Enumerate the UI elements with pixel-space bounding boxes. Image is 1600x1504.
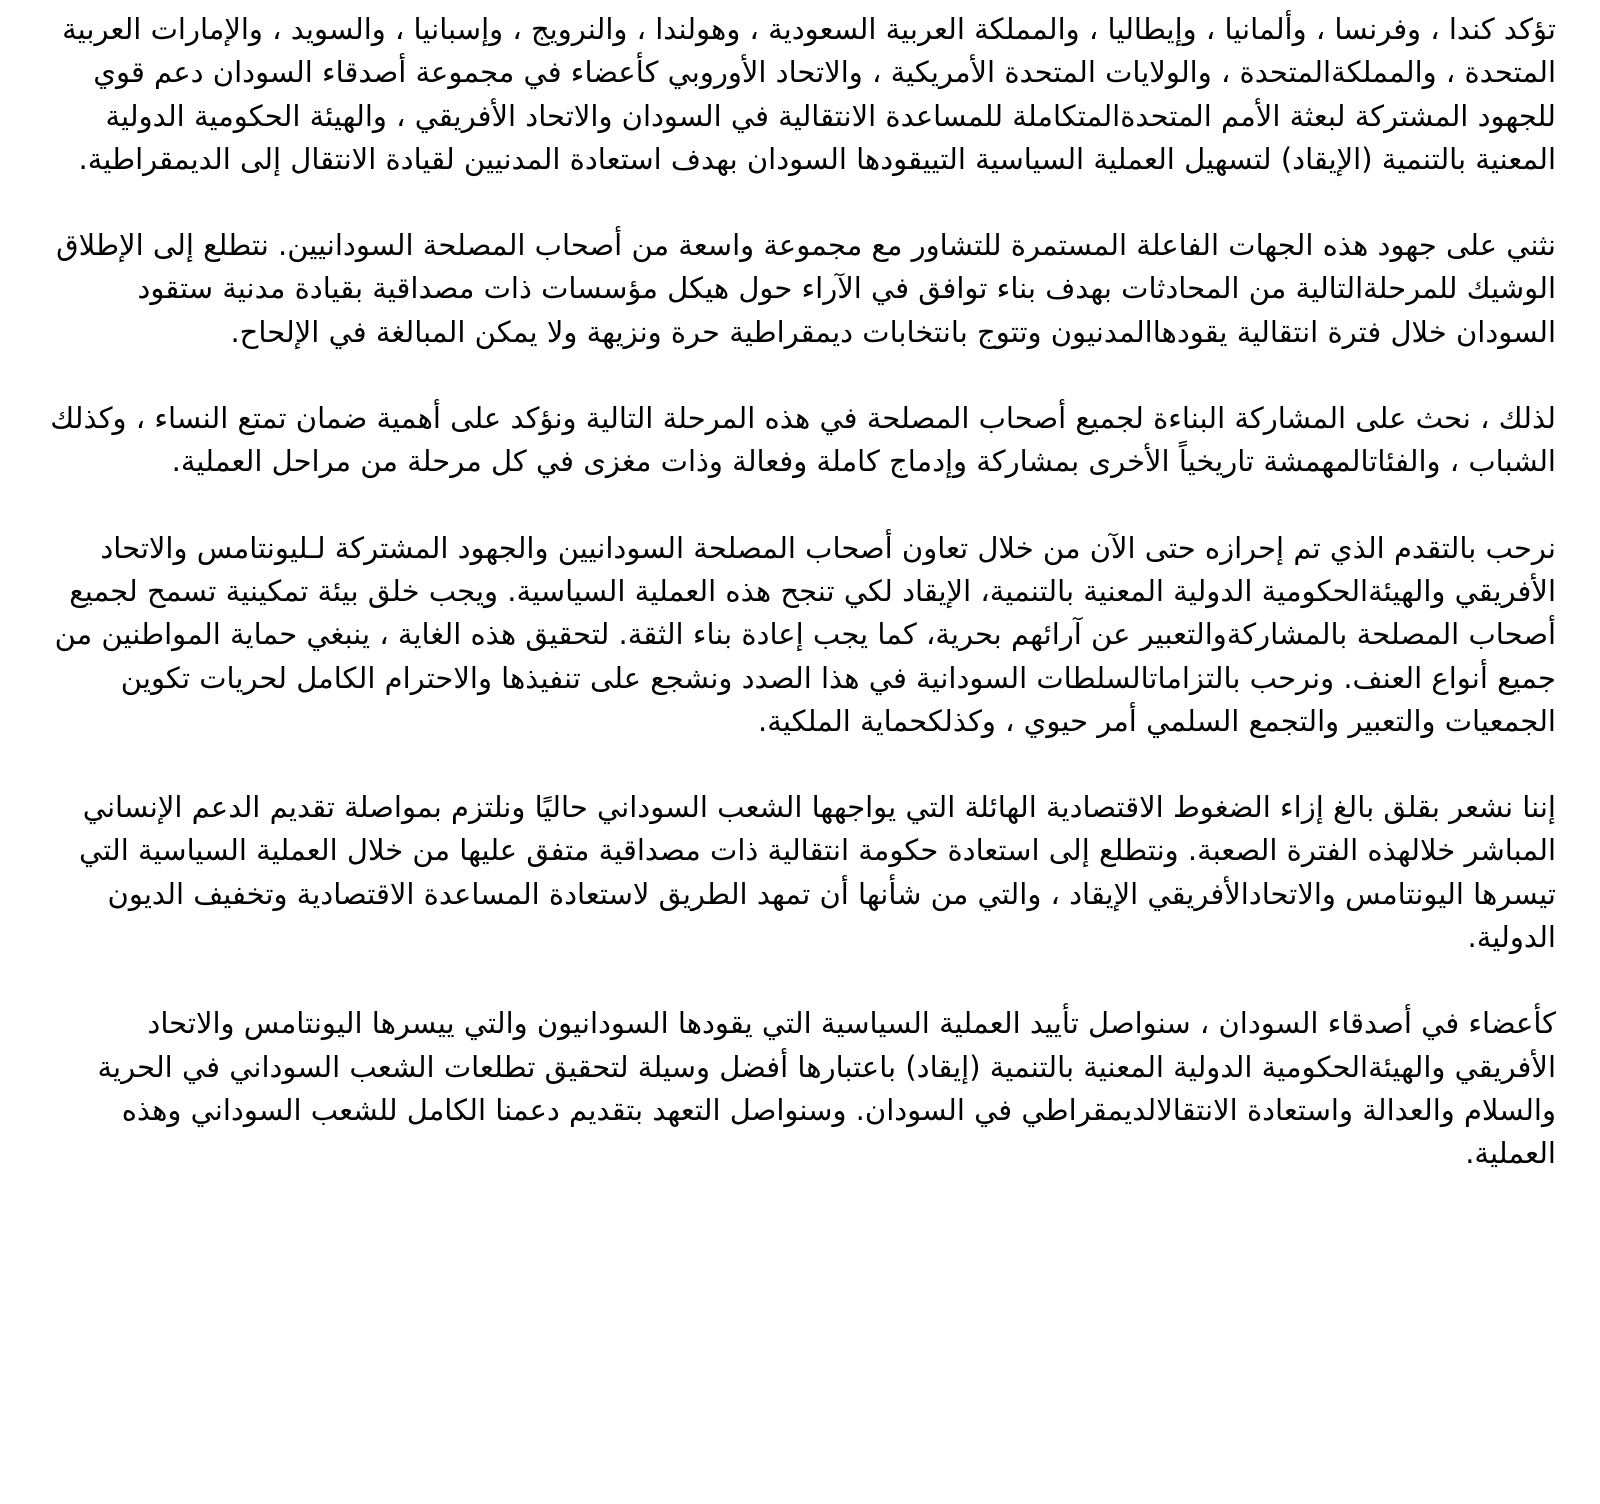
paragraph-1: تؤكد كندا ، وفرنسا ، وألمانيا ، وإيطاليا ، والمملكة العربية السعودية ، وهولندا ، والنرويج ، وإسبانيا ، والسويد ، والإمارات العربية المتحدة ، والمملكةالمتحدة ، والولايات المتحدة الأمريكية ، والاتحاد الأوروبي كأعضاء في مجموعة أصدقاء السودان دعم قوي للجهود المشتركة لبعثة الأمم المتحدةالمتكاملة للمساعدة الانتقالية في السودان والاتحاد الأفريقي ، والهيئة الحكومية الدولية المعنية بالتنمية (الإيقاد) لتسهيل العملية السياسية التييقودها السودان بهدف استعادة المدنيين لقيادة الانتقال إلى الديمقراطية. xyxy=(62,12,1556,176)
paragraph-3: لذلك ، نحث على المشاركة البناءة لجميع أصحاب المصلحة في هذه المرحلة التالية ونؤكد على أهمية ضمان تمتع النساء ، وكذلك الشباب ، والفئاتالمهمشة تاريخياً الأخرى بمشاركة وإدماج كاملة وفعالة وذات مغزى في كل مرحلة من مراحل العملية. xyxy=(50,401,1556,479)
paragraph-6: كأعضاء في أصدقاء السودان ، سنواصل تأييد العملية السياسية التي يقودها السودانيون والتي ييسرها اليونتامس والاتحاد الأفريقي والهيئةالحكومية الدولية المعنية بالتنمية (إيقاد) باعتبارها أفضل وسيلة لتحقيق تطلعات الشعب السوداني في الحرية والسلام والعدالة واستعادة الانتقالالديمقراطي في السودان. وسنواصل التعهد بتقديم دعمنا الكامل للشعب السوداني وهذه العملية. xyxy=(97,1006,1556,1171)
paragraph-2: نثني على جهود هذه الجهات الفاعلة المستمرة للتشاور مع مجموعة واسعة من أصحاب المصلحة السودانيين. نتطلع إلى الإطلاق الوشيك للمرحلةالتالية من المحادثات بهدف بناء توافق في الآراء حول هيكل مؤسسات ذات مصداقية بقيادة مدنية ستقود السودان خلال فترة انتقالية يقودهاالمدنيون وتتوج بانتخابات ديمقراطية حرة ونزيهة ولا يمكن المبالغة في الإلحاح. xyxy=(56,228,1556,349)
paragraph-5: إننا نشعر بقلق بالغ إزاء الضغوط الاقتصادية الهائلة التي يواجهها الشعب السوداني حاليًا ونلتزم بمواصلة تقديم الدعم الإنساني المباشر خلالهذه الفترة الصعبة. ونتطلع إلى استعادة حكومة انتقالية ذات مصداقية متفق عليها من خلال العملية السياسية التي تيسرها اليونتامس والاتحادالأفريقي الإيقاد ، والتي من شأنها أن تمهد الطريق لاستعادة المساعدة الاقتصادية وتخفيف الديون الدولية. xyxy=(78,790,1556,955)
statement-document xyxy=(38,8,1556,1176)
paragraph-4: نرحب بالتقدم الذي تم إحرازه حتى الآن من خلال تعاون أصحاب المصلحة السودانيين والجهود المشتركة لـليونتامس والاتحاد الأفريقي والهيئةالحكومية الدولية المعنية بالتنمية، الإيقاد لكي تنجح هذه العملية السياسية. ويجب خلق بيئة تمكينية تسمح لجميع أصحاب المصلحة بالمشاركةوالتعبير عن آرائهم بحرية، كما يجب إعادة بناء الثقة. لتحقيق هذه الغاية ، ينبغي حماية المواطنين من جميع أنواع العنف. ونرحب بالتزاماتالسلطات السودانية في هذا الصدد ونشجع على تنفيذها والاحترام الكامل لحريات تكوين الجمعيات والتعبير والتجمع السلمي أمر حيوي ، وكذلكحماية الملكية. xyxy=(54,530,1556,738)
